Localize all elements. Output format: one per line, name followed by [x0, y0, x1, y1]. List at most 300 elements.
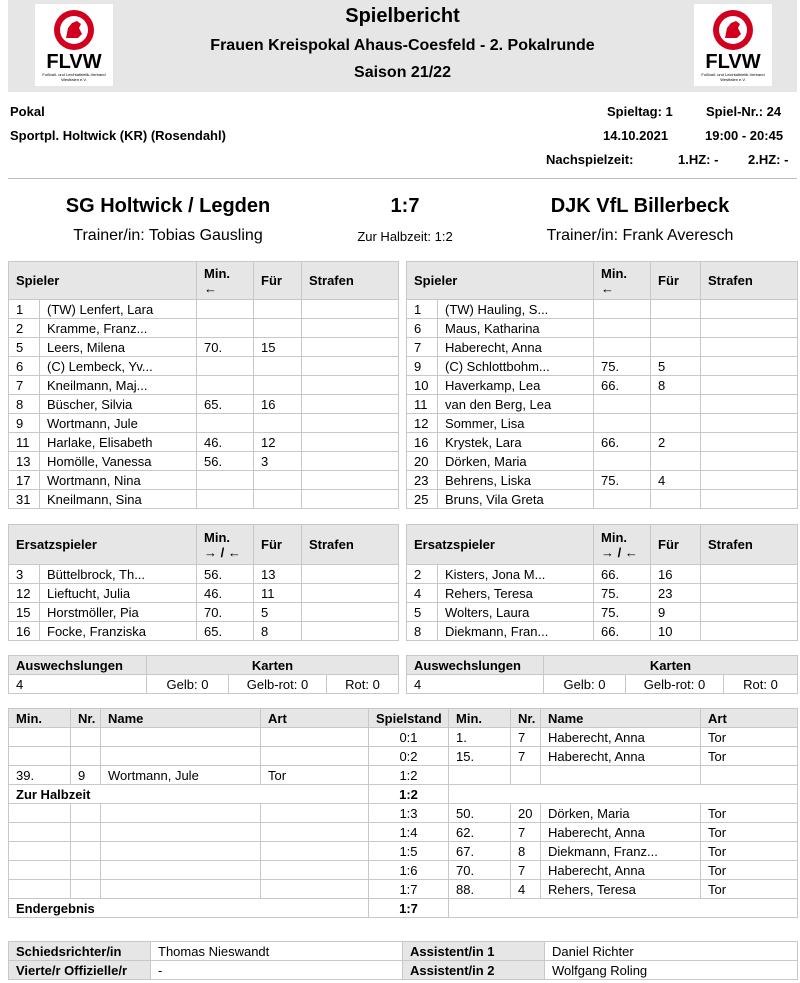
player-row	[9, 338, 399, 357]
home-goal-number: 9	[71, 766, 101, 785]
player-row	[407, 452, 798, 471]
player-row	[407, 376, 798, 395]
goal-score: 1:5	[369, 842, 449, 861]
player-number: 11	[407, 395, 438, 414]
player-name: Dörken, Maria	[438, 452, 594, 471]
player-number: 1	[407, 300, 438, 319]
player-sub-for	[651, 414, 701, 433]
home-team-name: SG Holtwick / Legden	[65, 195, 271, 217]
player-sub-for	[254, 319, 302, 338]
home-goal-scorer	[101, 861, 261, 880]
goal-score: 1:7	[369, 899, 449, 918]
player-name: Horstmöller, Pia	[40, 603, 197, 622]
home-goal-number	[71, 842, 101, 861]
player-name: Lieftucht, Julia	[40, 584, 197, 603]
player-row	[9, 376, 399, 395]
competition-name: Frauen Kreispokal Ahaus-Coesfeld - 2. Pokalrunde	[210, 37, 595, 54]
player-sub-minute	[594, 300, 651, 319]
assistant1-name: Daniel Richter	[545, 942, 798, 961]
goals-table	[8, 708, 798, 918]
player-row	[407, 338, 798, 357]
goals-summary-row	[9, 785, 798, 804]
goal-score: 1:6	[369, 861, 449, 880]
home-goal-number	[71, 880, 101, 899]
player-sub-minute: 70.	[197, 338, 254, 357]
away-goal-minute: 15.	[449, 747, 511, 766]
away-goal-scorer: Diekmann, Franz...	[541, 842, 701, 861]
referee-name: Thomas Nieswandt	[151, 942, 403, 961]
venue: Sportpl. Holtwick (KR) (Rosendahl)	[10, 128, 226, 143]
player-row	[9, 603, 399, 622]
goals-summary-spacer	[449, 785, 798, 804]
player-sub-minute: 56.	[197, 565, 254, 584]
away-lineup-table	[406, 261, 798, 509]
goal-score: 1:4	[369, 823, 449, 842]
player-sub-for: 16	[254, 395, 302, 414]
column-header-min	[594, 262, 651, 300]
match-time: 19:00 - 20:45	[705, 128, 784, 143]
away-goal-scorer: Haberecht, Anna	[541, 823, 701, 842]
player-penalty	[701, 622, 798, 641]
player-sub-minute: 65.	[197, 395, 254, 414]
player-sub-minute	[197, 319, 254, 338]
player-sub-for	[651, 319, 701, 338]
nachspielzeit-label: Nachspielzeit:	[546, 152, 634, 167]
player-sub-for	[651, 452, 701, 471]
player-sub-minute	[594, 319, 651, 338]
player-penalty	[302, 584, 399, 603]
goal-row	[9, 842, 798, 861]
goal-score: 1:7	[369, 880, 449, 899]
column-header-penalty: Strafen	[701, 525, 798, 565]
goals-summary-spacer	[449, 899, 798, 918]
player-penalty	[701, 319, 798, 338]
player-number: 31	[9, 490, 40, 509]
player-sub-for: 16	[651, 565, 701, 584]
player-name: Maus, Katharina	[438, 319, 594, 338]
player-number: 2	[9, 319, 40, 338]
player-name: Wortmann, Nina	[40, 471, 197, 490]
home-goal-scorer	[101, 823, 261, 842]
home-trainer: Trainer/in: Tobias Gausling	[73, 227, 263, 244]
player-sub-for	[651, 300, 701, 319]
home-goal-type	[261, 728, 369, 747]
player-penalty	[302, 357, 399, 376]
min-arrow: ←	[204, 280, 218, 296]
home-goal-scorer	[101, 747, 261, 766]
player-row	[407, 471, 798, 490]
player-name: (C) Schlottbohm...	[438, 357, 594, 376]
player-sub-for: 10	[651, 622, 701, 641]
min-label: Min.	[601, 529, 627, 545]
column-header-for: Für	[651, 262, 701, 300]
player-penalty	[701, 565, 798, 584]
player-sub-minute	[197, 490, 254, 509]
player-penalty	[701, 452, 798, 471]
player-penalty	[701, 471, 798, 490]
away-goal-type: Tor	[701, 842, 798, 861]
player-row	[407, 319, 798, 338]
player-number: 12	[407, 414, 438, 433]
home-goal-minute	[9, 728, 71, 747]
player-name: Harlake, Elisabeth	[40, 433, 197, 452]
yellow-red-cards: Gelb-rot: 0	[626, 675, 724, 694]
player-name: Diekmann, Fran...	[438, 622, 594, 641]
goals-header-art: Art	[261, 709, 369, 728]
player-number: 5	[407, 603, 438, 622]
player-row	[9, 622, 399, 641]
yellow-cards: Gelb: 0	[147, 675, 229, 694]
goals-header-name: Name	[101, 709, 261, 728]
goals-header-art: Art	[701, 709, 798, 728]
logo-subtext-2: Westfalen e.V.	[61, 77, 87, 82]
column-header-sub-player: Ersatzspieler	[9, 525, 197, 565]
min-arrow: ←	[601, 280, 615, 296]
away-goal-type: Tor	[701, 804, 798, 823]
player-sub-for	[651, 395, 701, 414]
column-header-min	[197, 525, 254, 565]
player-number: 1	[9, 300, 40, 319]
min-label: Min.	[204, 265, 231, 281]
away-goal-number: 7	[511, 861, 541, 880]
home-goal-scorer	[101, 804, 261, 823]
home-goal-type	[261, 861, 369, 880]
player-row	[407, 603, 798, 622]
home-goal-scorer	[101, 880, 261, 899]
player-row	[407, 414, 798, 433]
away-goal-type	[701, 766, 798, 785]
away-goal-number: 7	[511, 728, 541, 747]
column-header-for: Für	[254, 262, 302, 300]
goal-row	[9, 728, 798, 747]
player-penalty	[302, 452, 399, 471]
player-name: Büttelbrock, Th...	[40, 565, 197, 584]
player-name: Leers, Milena	[40, 338, 197, 357]
player-name: Haberecht, Anna	[438, 338, 594, 357]
away-goal-number: 8	[511, 842, 541, 861]
logo-wordmark: FLVW	[46, 51, 102, 73]
away-goal-minute: 1.	[449, 728, 511, 747]
player-sub-minute: 66.	[594, 376, 651, 395]
player-row	[9, 433, 399, 452]
player-sub-minute	[594, 414, 651, 433]
player-number: 7	[407, 338, 438, 357]
assistant2-label: Assistent/in 2	[403, 961, 545, 980]
player-penalty	[701, 357, 798, 376]
player-name: Kramme, Franz...	[40, 319, 197, 338]
yellow-red-cards: Gelb-rot: 0	[229, 675, 327, 694]
player-sub-for: 8	[651, 376, 701, 395]
away-goal-number: 20	[511, 804, 541, 823]
column-header-player: Spieler	[9, 262, 197, 300]
player-sub-minute: 75.	[594, 584, 651, 603]
red-cards: Rot: 0	[327, 675, 399, 694]
player-number: 8	[407, 622, 438, 641]
player-number: 15	[9, 603, 40, 622]
player-name: Büscher, Silvia	[40, 395, 197, 414]
player-sub-for: 2	[651, 433, 701, 452]
column-header-penalty: Strafen	[701, 262, 798, 300]
player-name: Kisters, Jona M...	[438, 565, 594, 584]
away-goal-scorer	[541, 766, 701, 785]
away-goal-number: 7	[511, 747, 541, 766]
player-sub-for	[254, 471, 302, 490]
away-goal-number: 7	[511, 823, 541, 842]
home-stats-table	[8, 655, 399, 694]
away-goal-type: Tor	[701, 861, 798, 880]
player-sub-minute	[197, 471, 254, 490]
player-sub-for: 12	[254, 433, 302, 452]
player-row	[9, 565, 399, 584]
away-goal-scorer: Haberecht, Anna	[541, 747, 701, 766]
player-row	[407, 395, 798, 414]
player-name: Homölle, Vanessa	[40, 452, 197, 471]
player-sub-minute	[197, 300, 254, 319]
goal-score: 1:3	[369, 804, 449, 823]
min-arrow: → / ←	[601, 544, 638, 560]
min-label: Min.	[204, 529, 230, 545]
home-goal-number	[71, 861, 101, 880]
player-number: 4	[407, 584, 438, 603]
column-header-min	[594, 525, 651, 565]
player-row	[407, 565, 798, 584]
home-goal-scorer: Wortmann, Jule	[101, 766, 261, 785]
player-sub-minute	[197, 414, 254, 433]
player-row	[9, 584, 399, 603]
goal-row	[9, 766, 798, 785]
player-sub-for: 5	[651, 357, 701, 376]
player-row	[407, 622, 798, 641]
player-row	[9, 357, 399, 376]
away-goal-minute: 88.	[449, 880, 511, 899]
player-sub-for: 15	[254, 338, 302, 357]
player-number: 10	[407, 376, 438, 395]
player-sub-minute: 46.	[197, 584, 254, 603]
player-number: 5	[9, 338, 40, 357]
player-penalty	[701, 376, 798, 395]
goal-row	[9, 823, 798, 842]
player-name: Kneilmann, Sina	[40, 490, 197, 509]
home-goal-type	[261, 747, 369, 766]
away-goal-type: Tor	[701, 747, 798, 766]
player-number: 9	[9, 414, 40, 433]
home-goal-number	[71, 747, 101, 766]
home-subs-table	[8, 524, 399, 641]
player-sub-minute: 66.	[594, 433, 651, 452]
player-sub-minute: 70.	[197, 603, 254, 622]
player-penalty	[302, 471, 399, 490]
subs-count: 4	[407, 675, 544, 694]
player-penalty	[302, 603, 399, 622]
player-sub-minute	[594, 490, 651, 509]
match-date: 14.10.2021	[603, 128, 669, 143]
player-number: 2	[407, 565, 438, 584]
player-penalty	[302, 376, 399, 395]
player-name: Wortmann, Jule	[40, 414, 197, 433]
goals-header-name: Name	[541, 709, 701, 728]
player-row	[9, 395, 399, 414]
player-sub-minute	[594, 338, 651, 357]
player-row	[9, 490, 399, 509]
player-sub-minute: 66.	[594, 565, 651, 584]
player-name: Focke, Franziska	[40, 622, 197, 641]
min-label: Min.	[601, 265, 628, 281]
fourth-official-name: -	[151, 961, 403, 980]
logo-subtext: Fußball- und Leichtathletik-Verband	[701, 72, 765, 77]
player-sub-for	[651, 490, 701, 509]
player-sub-for: 8	[254, 622, 302, 641]
player-sub-for	[254, 300, 302, 319]
player-number: 12	[9, 584, 40, 603]
logo-subtext-2: Westfalen e.V.	[720, 77, 746, 82]
goal-score: 0:1	[369, 728, 449, 747]
player-row	[407, 490, 798, 509]
away-goal-number	[511, 766, 541, 785]
goal-score: 0:2	[369, 747, 449, 766]
player-number: 20	[407, 452, 438, 471]
goal-row	[9, 804, 798, 823]
player-penalty	[302, 414, 399, 433]
goal-score: 1:2	[369, 766, 449, 785]
matchday: Spieltag: 1	[607, 104, 673, 119]
player-name: Rehers, Teresa	[438, 584, 594, 603]
red-cards: Rot: 0	[724, 675, 798, 694]
home-goal-type	[261, 842, 369, 861]
fourth-official-label: Vierte/r Offizielle/r	[9, 961, 151, 980]
player-sub-for: 9	[651, 603, 701, 622]
player-name: Kneilmann, Maj...	[40, 376, 197, 395]
cards-header: Karten	[147, 656, 399, 675]
player-sub-minute	[594, 395, 651, 414]
player-name: (TW) Lenfert, Lara	[40, 300, 197, 319]
away-goal-type: Tor	[701, 880, 798, 899]
player-number: 11	[9, 433, 40, 452]
player-number: 13	[9, 452, 40, 471]
away-goal-number: 4	[511, 880, 541, 899]
player-number: 9	[407, 357, 438, 376]
report-header	[8, 0, 797, 92]
player-sub-for: 3	[254, 452, 302, 471]
away-subs-table	[406, 524, 798, 641]
away-stats-table	[406, 655, 798, 694]
player-number: 25	[407, 490, 438, 509]
match-type: Pokal	[10, 104, 45, 119]
home-goal-scorer	[101, 728, 261, 747]
home-goal-minute	[9, 823, 71, 842]
goals-summary-row	[9, 899, 798, 918]
player-sub-for	[254, 414, 302, 433]
player-sub-for	[254, 490, 302, 509]
player-row	[9, 452, 399, 471]
goals-summary-label: Zur Halbzeit	[9, 785, 369, 804]
goals-header-min: Min.	[449, 709, 511, 728]
home-goal-minute	[9, 804, 71, 823]
column-header-penalty: Strafen	[302, 262, 399, 300]
player-sub-minute	[197, 376, 254, 395]
player-number: 6	[407, 319, 438, 338]
player-name: Bruns, Vila Greta	[438, 490, 594, 509]
away-goal-minute: 67.	[449, 842, 511, 861]
away-goal-minute	[449, 766, 511, 785]
player-number: 6	[9, 357, 40, 376]
player-number: 16	[407, 433, 438, 452]
away-goal-scorer: Haberecht, Anna	[541, 728, 701, 747]
away-trainer: Trainer/in: Frank Averesch	[546, 227, 734, 244]
home-goal-minute	[9, 880, 71, 899]
goal-score: 1:2	[369, 785, 449, 804]
column-header-min	[197, 262, 254, 300]
min-arrow: → / ←	[204, 544, 241, 560]
home-goal-type	[261, 880, 369, 899]
player-penalty	[701, 338, 798, 357]
home-goal-minute: 39.	[9, 766, 71, 785]
player-sub-minute: 75.	[594, 603, 651, 622]
player-penalty	[302, 395, 399, 414]
player-row	[407, 300, 798, 319]
player-penalty	[701, 433, 798, 452]
column-header-player: Spieler	[407, 262, 594, 300]
player-sub-for	[254, 376, 302, 395]
away-goal-type: Tor	[701, 728, 798, 747]
player-sub-for: 5	[254, 603, 302, 622]
player-sub-minute: 75.	[594, 357, 651, 376]
home-goal-type	[261, 823, 369, 842]
cards-header: Karten	[544, 656, 798, 675]
subs-header: Auswechslungen	[9, 656, 147, 675]
player-name: (TW) Hauling, S...	[438, 300, 594, 319]
player-sub-minute: 66.	[594, 622, 651, 641]
away-team-name: DJK VfL Billerbeck	[550, 195, 730, 217]
away-goal-scorer: Dörken, Maria	[541, 804, 701, 823]
column-header-for: Für	[651, 525, 701, 565]
player-row	[9, 300, 399, 319]
away-goal-minute: 50.	[449, 804, 511, 823]
home-goal-scorer	[101, 842, 261, 861]
player-name: Behrens, Liska	[438, 471, 594, 490]
subs-header: Auswechslungen	[407, 656, 544, 675]
goal-row	[9, 861, 798, 880]
player-row	[9, 471, 399, 490]
nachspielzeit-hz1: 1.HZ: -	[678, 152, 719, 167]
halftime-score: Zur Halbzeit: 1:2	[357, 229, 453, 244]
player-number: 7	[9, 376, 40, 395]
player-penalty	[701, 395, 798, 414]
player-number: 8	[9, 395, 40, 414]
player-row	[407, 433, 798, 452]
player-name: Haverkamp, Lea	[438, 376, 594, 395]
goals-header-min: Min.	[9, 709, 71, 728]
logo-subtext: Fußball- und Leichtathletik-Verband	[42, 72, 106, 77]
away-goal-minute: 70.	[449, 861, 511, 880]
away-goal-scorer: Haberecht, Anna	[541, 861, 701, 880]
player-penalty	[302, 319, 399, 338]
player-sub-minute: 46.	[197, 433, 254, 452]
referee-label: Schiedsrichter/in	[9, 942, 151, 961]
player-number: 17	[9, 471, 40, 490]
officials-table	[8, 941, 798, 980]
away-goal-minute: 62.	[449, 823, 511, 842]
player-penalty	[701, 584, 798, 603]
player-penalty	[302, 490, 399, 509]
player-name: van den Berg, Lea	[438, 395, 594, 414]
player-row	[407, 357, 798, 376]
player-penalty	[302, 622, 399, 641]
flvw-logo-right	[694, 4, 772, 86]
logo-wordmark: FLVW	[705, 51, 761, 73]
goals-header-nr: Nr.	[71, 709, 101, 728]
home-lineup-table	[8, 261, 399, 509]
player-penalty	[701, 414, 798, 433]
